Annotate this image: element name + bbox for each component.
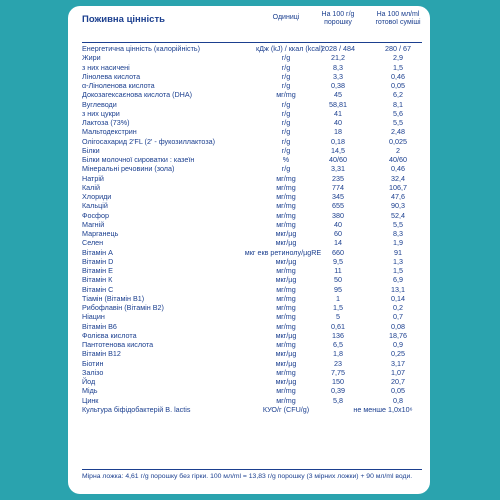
row-unit: г/g xyxy=(281,53,291,63)
row-value-per-100ml: 0,05 xyxy=(391,81,405,90)
row-label: Докозагексаєнова кислота (DHA) xyxy=(82,90,193,100)
row-unit: мкг/µg xyxy=(275,330,297,340)
row-value-per-100ml: 8,3 xyxy=(393,229,403,238)
table-row xyxy=(68,81,430,90)
row-label: Фосфор xyxy=(82,210,109,220)
row-value-per-100ml: 18,76 xyxy=(389,330,407,340)
row-label: Мальтодекстрин xyxy=(82,127,137,137)
row-value-per-100g: 40 xyxy=(334,219,342,229)
table-row xyxy=(68,183,430,192)
row-label: Вітамін Е xyxy=(82,266,113,275)
row-value-per-100g: 21,2 xyxy=(331,53,345,63)
row-value-per-100ml: 0,08 xyxy=(391,321,405,331)
row-value-per-100ml: 0,9 xyxy=(393,340,403,349)
row-value-per-100g: 2028 / 484 xyxy=(321,44,355,53)
row-value-per-100g: 5 xyxy=(336,312,340,322)
table-row xyxy=(68,294,430,303)
header-title: Поживна цінність xyxy=(82,14,165,25)
row-value-per-100g: 0,18 xyxy=(331,136,345,146)
row-unit: мг/mg xyxy=(276,210,296,220)
row-unit: мг/mg xyxy=(276,201,296,211)
row-value-per-100g: 150 xyxy=(332,377,344,386)
row-label: Йод xyxy=(82,377,96,386)
row-label: Вітамін С xyxy=(82,284,114,294)
row-value-per-100g: 40/60 xyxy=(329,155,347,164)
row-label: Мінеральні речовини (зола) xyxy=(82,164,175,174)
table-row xyxy=(68,220,430,229)
table-row xyxy=(68,238,430,247)
header-per-ml-line2: готової суміші xyxy=(375,19,421,26)
table-row xyxy=(68,368,430,377)
row-value-per-100g: 18 xyxy=(334,127,342,137)
table-row xyxy=(68,211,430,220)
table-row xyxy=(68,44,430,53)
row-value-per-100ml: 52,4 xyxy=(391,210,405,220)
row-label: Селен xyxy=(82,238,104,248)
row-value-per-100g: 14 xyxy=(334,238,342,248)
row-label: Лактоза (73%) xyxy=(82,118,130,127)
row-value-per-100g: 0,39 xyxy=(331,386,345,396)
header-per-ml-line1: На 100 мл/ml xyxy=(376,11,420,18)
row-label: Кальцій xyxy=(82,201,108,211)
row-unit: г/g xyxy=(281,71,291,81)
row-value-per-100g: 50 xyxy=(334,275,342,285)
row-label: Хлориди xyxy=(82,192,112,201)
row-label: Мідь xyxy=(82,386,98,396)
row-label: Рибофлавін (Вітамін В2) xyxy=(82,303,164,312)
row-value-per-100ml: 1,9 xyxy=(393,238,403,248)
row-value-per-100ml: 6,9 xyxy=(393,275,403,285)
row-unit: г/g xyxy=(281,145,291,155)
row-label: Олігосахарид 2'FL (2' - фукозиллактоза) xyxy=(82,136,216,146)
table-row xyxy=(68,303,430,312)
row-value-per-100g: 655 xyxy=(332,201,344,211)
header-per-powder-line2: порошку xyxy=(324,19,352,26)
row-value-per-100ml: 5,6 xyxy=(393,108,403,118)
row-unit: кДж (kJ) / ккал (kcal) xyxy=(256,44,323,53)
header-per-powder xyxy=(308,11,368,27)
row-value-per-100g: 3,3 xyxy=(333,71,343,81)
row-unit: мкг/µg xyxy=(275,275,297,285)
header-per-ml xyxy=(368,11,428,27)
table-row xyxy=(68,285,430,294)
row-label: Фолієва кислота xyxy=(82,330,137,340)
row-unit: мг/mg xyxy=(276,386,296,396)
table-row xyxy=(68,275,430,284)
row-value-per-100g: 0,61 xyxy=(331,321,345,331)
table-row xyxy=(68,155,430,164)
row-value-per-100g: 8,3 xyxy=(333,62,343,72)
row-unit: мг/mg xyxy=(276,303,296,312)
table-header xyxy=(68,6,430,42)
row-value-per-100ml: 0,25 xyxy=(391,349,405,359)
row-unit: мкг/µg xyxy=(275,377,297,386)
row-label: Вітамін К xyxy=(82,275,113,285)
row-value-per-100ml: 0,46 xyxy=(391,71,405,81)
row-unit: мкг/µg xyxy=(275,229,297,238)
table-row xyxy=(68,248,430,257)
row-label: Магній xyxy=(82,219,105,229)
row-value-per-100ml: 20,7 xyxy=(391,377,405,386)
table-row xyxy=(68,72,430,81)
row-label: Вуглеводи xyxy=(82,99,117,109)
row-value-per-100ml: 91 xyxy=(394,247,402,257)
row-label: Цинк xyxy=(82,395,99,405)
row-value-per-100ml: 5,5 xyxy=(393,118,403,127)
row-label: Культура біфідобактерій B. lactis xyxy=(82,404,191,414)
table-row xyxy=(68,405,430,414)
row-value-per-100ml: 280 / 67 xyxy=(385,44,411,53)
table-row xyxy=(68,322,430,331)
header-divider xyxy=(82,42,422,43)
row-label: Тіамін (Вітамін В1) xyxy=(82,293,145,303)
table-row xyxy=(68,229,430,238)
row-unit: г/g xyxy=(281,108,291,118)
row-value-per-100ml: 0,7 xyxy=(393,312,403,322)
row-label: α-Ліноленова кислота xyxy=(82,81,155,90)
row-value-per-100g: 9,5 xyxy=(333,256,343,266)
row-value-per-100ml: 1,5 xyxy=(393,62,403,72)
row-value-per-100ml: 5,5 xyxy=(393,219,403,229)
row-value-per-100g: 14,5 xyxy=(331,145,345,155)
row-value-per-100ml: 90,3 xyxy=(391,201,405,211)
row-value-per-100g: 1 xyxy=(336,293,340,303)
row-value-per-100g: 60 xyxy=(334,229,342,238)
row-label: Вітамін В6 xyxy=(82,321,117,331)
row-value-per-100g: 6,5 xyxy=(333,340,343,349)
row-value-per-100ml: 1,07 xyxy=(391,367,405,377)
row-value-per-100ml: 106,7 xyxy=(389,182,407,192)
measuring-spoon-note: Мірна ложка: 4,61 г/g порошку без гірки. 100 мл/ml = 13,83 г/g порошку (3 мірних ложки) + 90 мл/ml води. xyxy=(82,473,413,480)
table-row xyxy=(68,63,430,72)
row-value-per-100g: 41 xyxy=(334,108,342,118)
row-value-per-100ml: 2,9 xyxy=(393,53,403,63)
row-value-per-100g: 5,8 xyxy=(333,395,343,405)
row-label: Лінолева кислота xyxy=(82,71,141,81)
table-row xyxy=(68,137,430,146)
row-value-per-100g: 45 xyxy=(334,90,342,100)
row-label: Енергетична цінність (калорійність) xyxy=(82,44,201,53)
row-label: Білки молочної сироватки : казеїн xyxy=(82,155,195,164)
row-unit: г/g xyxy=(281,62,291,72)
row-unit: мг/mg xyxy=(276,182,296,192)
row-value-per-100ml: 0,8 xyxy=(393,395,403,405)
row-unit: г/g xyxy=(281,164,291,174)
row-unit: мкг екв ретинолу/µgRE xyxy=(244,247,322,257)
row-value-per-100g: не менше 1,0х10⁶ xyxy=(353,404,413,414)
row-value-per-100g: 11 xyxy=(334,266,342,275)
row-label: Марганець xyxy=(82,229,119,238)
table-row xyxy=(68,53,430,62)
row-value-per-100g: 0,38 xyxy=(331,81,345,90)
row-unit: мг/mg xyxy=(276,395,296,405)
row-value-per-100g: 3,31 xyxy=(331,164,345,174)
row-label: Вітамін D xyxy=(82,256,114,266)
table-row xyxy=(68,377,430,386)
row-value-per-100ml: 2,48 xyxy=(391,127,405,137)
row-label: Ніацин xyxy=(82,312,105,322)
row-unit: г/g xyxy=(281,118,291,127)
row-label: Залізо xyxy=(82,367,104,377)
row-value-per-100ml: 0,46 xyxy=(391,164,405,174)
row-value-per-100ml: 0,14 xyxy=(391,293,405,303)
row-value-per-100ml: 47,6 xyxy=(391,192,405,201)
row-value-per-100g: 58,81 xyxy=(329,99,347,109)
row-unit: мг/mg xyxy=(276,367,296,377)
table-row xyxy=(68,192,430,201)
table-row xyxy=(68,118,430,127)
table-row xyxy=(68,312,430,321)
row-value-per-100g: 23 xyxy=(334,358,342,368)
row-label: Вітамін А xyxy=(82,247,113,257)
row-value-per-100g: 345 xyxy=(332,192,344,201)
table-row xyxy=(68,396,430,405)
table-row xyxy=(68,257,430,266)
row-value-per-100ml: 40/60 xyxy=(389,155,407,164)
row-value-per-100ml: 6,2 xyxy=(393,90,403,100)
row-unit: мг/mg xyxy=(276,192,296,201)
table-row xyxy=(68,349,430,358)
table-row xyxy=(68,90,430,99)
row-unit: мкг/µg xyxy=(275,256,297,266)
row-unit: мг/mg xyxy=(276,266,296,275)
row-value-per-100ml: 0,2 xyxy=(393,303,403,312)
row-value-per-100ml: 3,17 xyxy=(391,358,405,368)
row-value-per-100ml: 13,1 xyxy=(391,284,405,294)
footer-divider xyxy=(82,469,422,470)
row-value-per-100g: 136 xyxy=(332,330,344,340)
header-per-powder-line1: На 100 г/g xyxy=(321,11,355,18)
table-row xyxy=(68,146,430,155)
row-value-per-100g: 774 xyxy=(332,182,344,192)
row-value-per-100g: 7,75 xyxy=(331,367,345,377)
row-unit: мг/mg xyxy=(276,173,296,183)
row-label: Вітамін В12 xyxy=(82,349,121,359)
table-row xyxy=(68,331,430,340)
row-value-per-100ml: 8,1 xyxy=(393,99,403,109)
row-value-per-100g: 95 xyxy=(334,284,342,294)
row-label: Білки xyxy=(82,145,100,155)
row-unit: КУО/г (CFU/g) xyxy=(262,404,310,414)
row-unit: мг/mg xyxy=(276,293,296,303)
row-value-per-100ml: 1,5 xyxy=(393,266,403,275)
row-unit: г/g xyxy=(281,127,291,137)
table-row xyxy=(68,127,430,136)
row-value-per-100g: 40 xyxy=(334,118,342,127)
table-row xyxy=(68,340,430,349)
row-value-per-100ml: 32,4 xyxy=(391,173,405,183)
row-unit: мг/mg xyxy=(276,90,296,100)
row-unit: мкг/µg xyxy=(275,238,297,248)
row-value-per-100ml: 1,3 xyxy=(393,256,403,266)
row-value-per-100ml: 0,05 xyxy=(391,386,405,396)
row-unit: мкг/µg xyxy=(275,358,297,368)
table-row xyxy=(68,109,430,118)
table-row xyxy=(68,201,430,210)
row-unit: мг/mg xyxy=(276,321,296,331)
row-value-per-100g: 660 xyxy=(332,247,344,257)
row-unit: мг/mg xyxy=(276,219,296,229)
row-unit: мг/mg xyxy=(276,284,296,294)
row-unit: г/g xyxy=(281,136,291,146)
row-value-per-100g: 380 xyxy=(332,210,344,220)
row-value-per-100g: 1,5 xyxy=(333,303,343,312)
row-value-per-100g: 1,8 xyxy=(333,349,343,359)
table-row xyxy=(68,174,430,183)
row-label: Біотин xyxy=(82,358,104,368)
row-label: Пантотенова кислота xyxy=(82,340,154,349)
nutrition-rows xyxy=(68,44,430,414)
row-unit: г/g xyxy=(281,99,291,109)
table-row xyxy=(68,359,430,368)
row-label: Калій xyxy=(82,182,100,192)
table-row xyxy=(68,266,430,275)
table-row xyxy=(68,164,430,173)
row-value-per-100ml: 2 xyxy=(396,145,400,155)
row-value-per-100g: 235 xyxy=(332,173,344,183)
row-unit: мг/mg xyxy=(276,340,296,349)
row-label: з них цукри xyxy=(82,108,120,118)
row-unit: мг/mg xyxy=(276,312,296,322)
row-label: з них насичені xyxy=(82,62,130,72)
header-unit: Одиниці xyxy=(272,14,300,21)
row-unit: мкг/µg xyxy=(275,349,297,359)
table-row xyxy=(68,100,430,109)
nutrition-table-card xyxy=(68,6,430,494)
row-label: Натрій xyxy=(82,173,104,183)
row-value-per-100ml: 0,025 xyxy=(389,136,407,146)
row-unit: г/g xyxy=(281,81,291,90)
row-unit: % xyxy=(282,155,290,164)
row-label: Жири xyxy=(82,53,101,63)
table-row xyxy=(68,386,430,395)
